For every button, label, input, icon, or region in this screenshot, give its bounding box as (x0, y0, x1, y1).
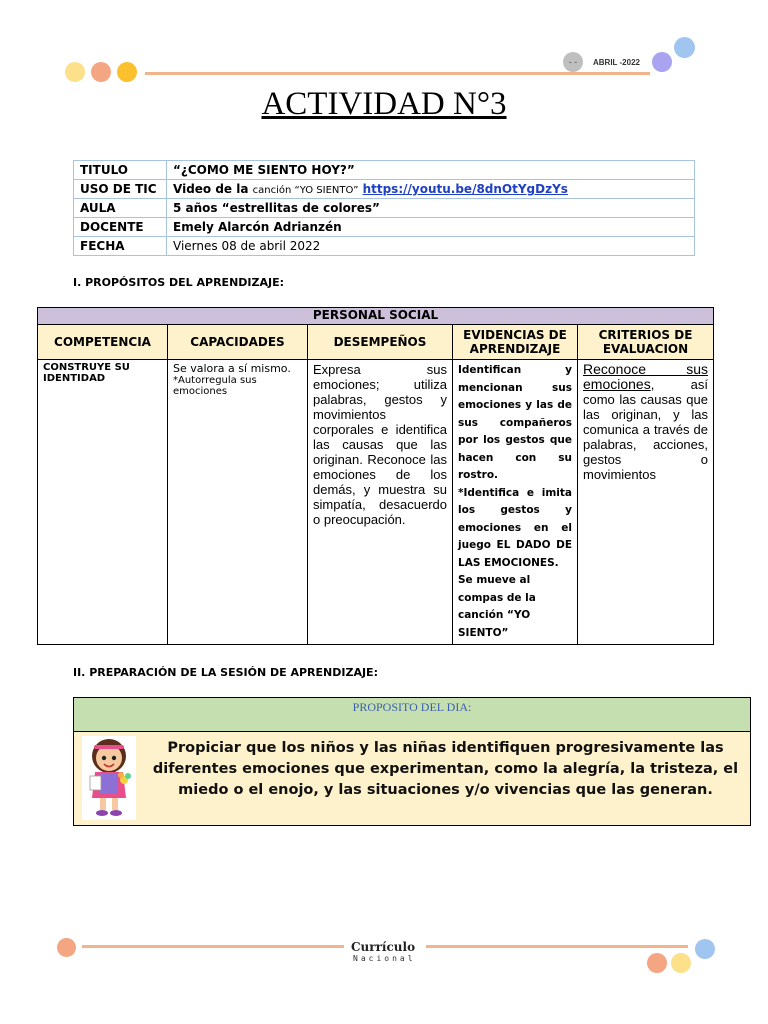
column-header: EVIDENCIAS DE APRENDIZAJE (453, 325, 578, 360)
decor-dot (647, 953, 667, 973)
capacidad-2: *Autorregula sus emociones (173, 375, 257, 397)
purpose-box (73, 697, 751, 826)
curriculo-logo-line1: Currículo (351, 940, 416, 954)
info-row (74, 180, 695, 199)
decor-dot (671, 953, 691, 973)
info-value (167, 180, 695, 199)
content-row (38, 360, 714, 645)
header-date: ABRIL -2022 (593, 58, 640, 67)
info-value: Viernes 08 de abril 2022 (167, 237, 695, 256)
footer-divider-left (82, 945, 344, 948)
evidencia-2: *Identifica e imita los gestos y emociones en el juego EL DADO DE LAS EMOCIONES. (458, 486, 572, 569)
section-heading: I. PROPÓSITOS DEL APRENDIZAJE: (73, 276, 284, 289)
decor-dot (91, 62, 111, 82)
decor-dot (674, 37, 695, 58)
column-header: DESEMPEÑOS (308, 325, 453, 360)
info-key: TITULO (74, 161, 167, 180)
purpose-body (74, 732, 750, 825)
page-title: ACTIVIDAD N°3 (261, 86, 507, 122)
info-row (74, 161, 695, 180)
info-key: AULA (74, 199, 167, 218)
evidencia-1: Identifican y mencionan sus emociones y las de sus compañeros por los gestos que hacen con su rostro. (458, 364, 572, 481)
evidencias-cell (453, 360, 578, 645)
criterio-rest: , así como las causas que las originan, y las comunica a través de palabras, acciones, gestos o movimientos (583, 377, 708, 482)
video-link[interactable]: https://youtu.be/8dnOtYgDzYs (362, 182, 568, 196)
section-heading: II. PREPARACIÓN DE LA SESIÓN DE APRENDIZAJE: (73, 666, 378, 679)
purpose-text: Propiciar que los niños y las niñas identifiquen progresivamente las diferentes emociones que experimentan, como la alegría, la tristeza, el miedo o el enojo, y las situaciones y/o vivencias que las generan. (152, 740, 739, 798)
curriculo-logo-line2: Nacional (353, 954, 416, 963)
purpose-heading: PROPOSITO DEL DIA: (74, 698, 750, 732)
tic-prefix: Video de la (173, 182, 253, 196)
column-header: CRITERIOS DE EVALUACION (578, 325, 714, 360)
tic-song: canción “YO SIENTO” (252, 185, 359, 196)
info-key: DOCENTE (74, 218, 167, 237)
activity-info-table (73, 160, 695, 256)
info-value: “¿COMO ME SIENTO HOY?” (167, 161, 695, 180)
info-row (74, 218, 695, 237)
girl-illustration (82, 736, 136, 820)
column-header: COMPETENCIA (38, 325, 168, 360)
area-row (38, 308, 714, 325)
info-value: 5 años “estrellitas de colores” (167, 199, 695, 218)
info-key: USO DE TIC (74, 180, 167, 199)
evidencia-3: Se mueve al compas de la canción “YO SIENTO” (458, 574, 536, 639)
info-key: FECHA (74, 237, 167, 256)
info-value: Emely Alarcón Adrianzén (167, 218, 695, 237)
decor-dot (65, 62, 85, 82)
decor-dot (695, 939, 715, 959)
decor-dot (117, 62, 137, 82)
decor-dot (57, 938, 76, 957)
criterio-highlight: Reconoce sus emociones (583, 361, 708, 392)
decor-dot (652, 52, 672, 72)
criterios-cell (578, 360, 714, 645)
footer-divider-right (426, 945, 688, 948)
learning-purposes-table (37, 307, 714, 645)
column-header: CAPACIDADES (168, 325, 308, 360)
area-label: PERSONAL SOCIAL (38, 308, 714, 325)
header-divider (145, 72, 650, 75)
info-row (74, 199, 695, 218)
capacidad-1: Se valora a sí mismo. (173, 362, 291, 375)
desempenos-cell: Expresa sus emociones; utiliza palabras, gestos y movimientos corporales e identifica las causas que las originan. Reconoce las emociones de los demás, y muestra su simpatía, desacuerdo o preocupación. (308, 360, 453, 645)
capacidades-cell (168, 360, 308, 645)
competencia-cell: CONSTRUYE SU IDENTIDAD (38, 360, 168, 645)
info-row (74, 237, 695, 256)
header-row (38, 325, 714, 360)
date-badge: - - (563, 52, 583, 72)
